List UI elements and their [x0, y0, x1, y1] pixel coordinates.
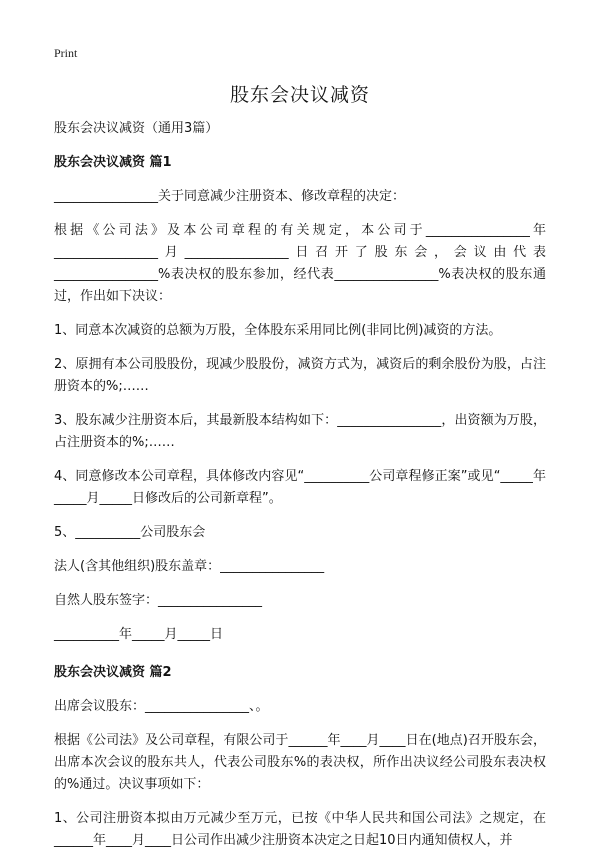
section-heading: 股东会决议减资 篇2	[54, 665, 172, 680]
paragraph: 1、公司注册资本拟由万元减少至万元，已按《中华人民共和国公司法》之规定，在______年____月____日公司作出减少注册资本决定之日起10日内通知债权人，并	[54, 811, 546, 848]
paragraph: 3、股东减少注册资本后，其最新股本结构如下：________________，出资额为万股，占注册资本的%;……	[54, 413, 546, 450]
paragraph: 1、同意本次减资的总额为万股，全体股东采用同比例(非同比例)减资的方法。	[54, 323, 502, 338]
date-line: __________年_____月_____日	[54, 627, 224, 642]
paragraph: ________________关于同意减少注册资本、修改章程的决定：	[54, 189, 406, 204]
print-link[interactable]: Print	[54, 46, 78, 60]
page-title: 股东会决议减资	[229, 84, 370, 106]
paragraph: 根据《公司法》及公司章程，有限公司于______年____月____日在(地点)召开股东会，出席本次会议的股东共人，代表公司股东%的表决权，所作出决议经公司股东表决权的%通过。决议事项如下：	[54, 733, 546, 792]
paragraph: 4、同意修改本公司章程，具体修改内容见“__________公司章程修正案”或见“_____年_____月_____日修改后的公司新章程”。	[54, 469, 546, 506]
paragraph: 2、原拥有本公司股股份，现减少股股份，减资方式为，减资后的剩余股份为股，占注册资本的%;……	[54, 357, 546, 394]
signature-line: 自然人股东签字：________________	[54, 593, 263, 608]
document-body	[54, 118, 546, 852]
document-subtitle: 股东会决议减资（通用3篇）	[54, 121, 219, 136]
paragraph: 根据《公司法》及本公司章程的有关规定，本公司于________________年________________月________________日召开了股东会，会议由代表________________%表决权的股东参加，经代表________________%表决权的股东通过，作出如下决议：	[54, 223, 546, 304]
section-heading: 股东会决议减资 篇1	[54, 155, 172, 170]
paragraph: 5、__________公司股东会	[54, 525, 206, 540]
paragraph: 出席会议股东：________________、。	[54, 699, 269, 714]
signature-line: 法人(含其他组织)股东盖章：________________	[54, 559, 325, 574]
